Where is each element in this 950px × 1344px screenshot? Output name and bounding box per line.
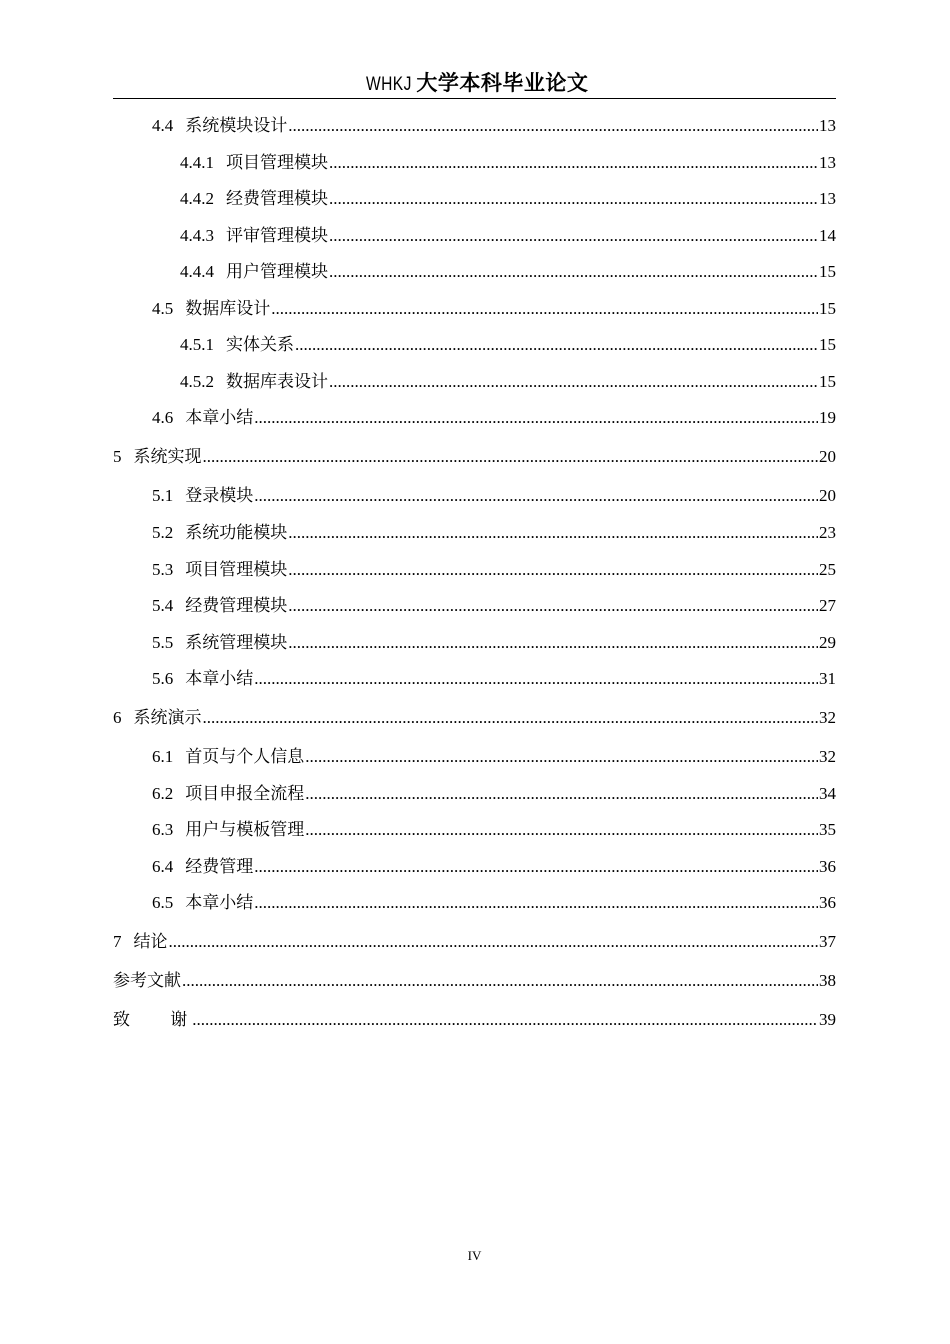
toc-entry-title: 用户管理模块: [226, 262, 328, 281]
toc-dot-leader: [288, 558, 818, 582]
toc-entry-page: 14: [819, 226, 836, 245]
toc-dot-leader: [254, 484, 818, 508]
toc-dot-leader: [192, 1008, 818, 1032]
toc-entry-page: 32: [819, 747, 836, 766]
toc-entry-title: 经费管理模块: [185, 596, 288, 615]
toc-entry-title: 首页与个人信息: [185, 747, 305, 766]
toc-entry[interactable]: [113, 260, 836, 284]
toc-dot-leader: [288, 594, 818, 618]
toc-entry[interactable]: [113, 445, 836, 469]
toc-entry-number: 4.4: [152, 116, 174, 135]
toc-entry-number: 4.6: [152, 408, 174, 427]
toc-entry-title: 本章小结: [185, 893, 254, 912]
toc-entry-number: 6: [113, 708, 122, 727]
toc-entry-title: 系统演示: [133, 708, 202, 727]
toc-entry[interactable]: [113, 370, 836, 394]
toc-entry-page: 23: [819, 523, 836, 542]
toc-entry-title: 项目管理模块: [185, 560, 288, 579]
toc-dot-leader: [288, 114, 818, 138]
toc-entry-page: 15: [819, 372, 836, 391]
toc-entry-page: 15: [819, 299, 836, 318]
toc-entry[interactable]: [113, 745, 836, 769]
toc-entry-page: 39: [819, 1010, 836, 1029]
toc-entry-page: 36: [819, 857, 836, 876]
header-rule: [113, 98, 836, 99]
toc-entry-title: 系统实现: [133, 447, 202, 466]
toc-dot-leader: [329, 260, 818, 284]
toc-entry[interactable]: [113, 631, 836, 655]
toc-entry-number: 6.5: [152, 893, 174, 912]
toc-entry-page: 34: [819, 784, 836, 803]
toc-dot-leader: [305, 818, 818, 842]
toc-entry-page: 25: [819, 560, 836, 579]
toc-dot-leader: [203, 706, 819, 730]
toc-dot-leader: [182, 969, 818, 993]
header-school-code: WHKJ: [365, 74, 412, 95]
toc-dot-leader: [305, 782, 818, 806]
toc-dot-leader: [254, 891, 818, 915]
toc-entry-page: 31: [819, 669, 836, 688]
toc-entry-number: 5.2: [152, 523, 174, 542]
toc-entry-page: 35: [819, 820, 836, 839]
toc-entry[interactable]: [113, 667, 836, 691]
toc-entry-number: 5.1: [152, 486, 174, 505]
toc-entry-title: 实体关系: [226, 335, 294, 354]
toc-dot-leader: [288, 631, 818, 655]
toc-entry[interactable]: [113, 224, 836, 248]
toc-entry-title: 系统模块设计: [185, 116, 288, 135]
header-title: 大学本科毕业论文: [416, 71, 589, 95]
toc-dot-leader: [329, 151, 818, 175]
toc-dot-leader: [254, 667, 818, 691]
toc-entry-number: 6.2: [152, 784, 174, 803]
toc-entry-title: 经费管理: [185, 857, 254, 876]
toc-entry-number: 5.3: [152, 560, 174, 579]
toc-entry[interactable]: [113, 891, 836, 915]
toc-entry-title: 系统功能模块: [185, 523, 288, 542]
toc-dot-leader: [169, 930, 819, 954]
toc-dot-leader: [295, 333, 818, 357]
toc-entry-page: 15: [819, 262, 836, 281]
toc-entry-number: 6.4: [152, 857, 174, 876]
toc-entry-page: 20: [819, 486, 836, 505]
toc-entry-number: 4.4.2: [180, 189, 214, 208]
toc-entry-page: 20: [819, 447, 836, 466]
toc-entry-number: 5.6: [152, 669, 174, 688]
toc-entry[interactable]: [113, 818, 836, 842]
toc-dot-leader: [329, 187, 818, 211]
toc-entry-page: 38: [819, 971, 836, 990]
toc-entry-title: 结论: [133, 932, 168, 951]
toc-entry-number: 4.4.3: [180, 226, 214, 245]
toc-entry-page: 27: [819, 596, 836, 615]
toc-entry[interactable]: [113, 594, 836, 618]
toc-dot-leader: [329, 370, 818, 394]
toc-entry-number: 4.5.1: [180, 335, 214, 354]
toc-entry-page: 29: [819, 633, 836, 652]
toc-entry-title: 本章小结: [185, 408, 254, 427]
toc-entry[interactable]: [113, 484, 836, 508]
toc-entry[interactable]: [113, 521, 836, 545]
toc-dot-leader: [271, 297, 818, 321]
toc-entry-page: 32: [819, 708, 836, 727]
toc-entry[interactable]: [113, 114, 836, 138]
toc-entry-number: 4.4.1: [180, 153, 214, 172]
toc-entry[interactable]: [113, 855, 836, 879]
toc-entry-title: 项目申报全流程: [185, 784, 305, 803]
toc-entry-page: 13: [819, 189, 836, 208]
toc-entry-title: 本章小结: [185, 669, 254, 688]
toc-entry-title: 致 谢: [113, 1010, 206, 1029]
toc-entry-title: 数据库表设计: [226, 372, 328, 391]
toc-entry[interactable]: [113, 782, 836, 806]
toc-entry-page: 19: [819, 408, 836, 427]
toc-entry-number: 4.5.2: [180, 372, 214, 391]
toc-entry-title: 评审管理模块: [226, 226, 328, 245]
toc-entry-title: 项目管理模块: [226, 153, 328, 172]
toc-entry-number: 7: [113, 932, 122, 951]
toc-entry-number: 6.1: [152, 747, 174, 766]
toc-entry[interactable]: [113, 558, 836, 582]
toc-entry[interactable]: [113, 1008, 836, 1032]
toc-entry[interactable]: [113, 333, 836, 357]
toc-entry-title: 参考文献: [113, 971, 181, 990]
toc-dot-leader: [254, 855, 818, 879]
toc-dot-leader: [305, 745, 818, 769]
toc-entry-number: 5.4: [152, 596, 174, 615]
toc-entry-title: 登录模块: [185, 486, 254, 505]
toc-dot-leader: [288, 521, 818, 545]
toc-entry-title: 系统管理模块: [185, 633, 288, 652]
toc-entry-title: 用户与模板管理: [185, 820, 305, 839]
toc-entry-number: 4.4.4: [180, 262, 214, 281]
toc-entry-title: 经费管理模块: [226, 189, 328, 208]
page-number: IV: [467, 1248, 482, 1263]
toc-entry[interactable]: [113, 151, 836, 175]
toc-entry-number: 5: [113, 447, 122, 466]
toc-entry[interactable]: [113, 930, 836, 954]
page-header: [113, 68, 836, 98]
toc-entry-title: 数据库设计: [185, 299, 271, 318]
toc-entry-page: 15: [819, 335, 836, 354]
toc-entry-number: 4.5: [152, 299, 174, 318]
toc-entry-number: 5.5: [152, 633, 174, 652]
toc-entry[interactable]: [113, 406, 836, 430]
toc-entry[interactable]: [113, 969, 836, 993]
toc-entry-page: 36: [819, 893, 836, 912]
toc-entry-page: 13: [819, 116, 836, 135]
toc-entry-number: 6.3: [152, 820, 174, 839]
toc-entry[interactable]: [113, 706, 836, 730]
toc-entry[interactable]: [113, 297, 836, 321]
toc-dot-leader: [329, 224, 818, 248]
toc-entry-page: 37: [819, 932, 836, 951]
toc-dot-leader: [203, 445, 819, 469]
toc-dot-leader: [254, 406, 818, 430]
toc-entry[interactable]: [113, 187, 836, 211]
toc-entry-page: 13: [819, 153, 836, 172]
